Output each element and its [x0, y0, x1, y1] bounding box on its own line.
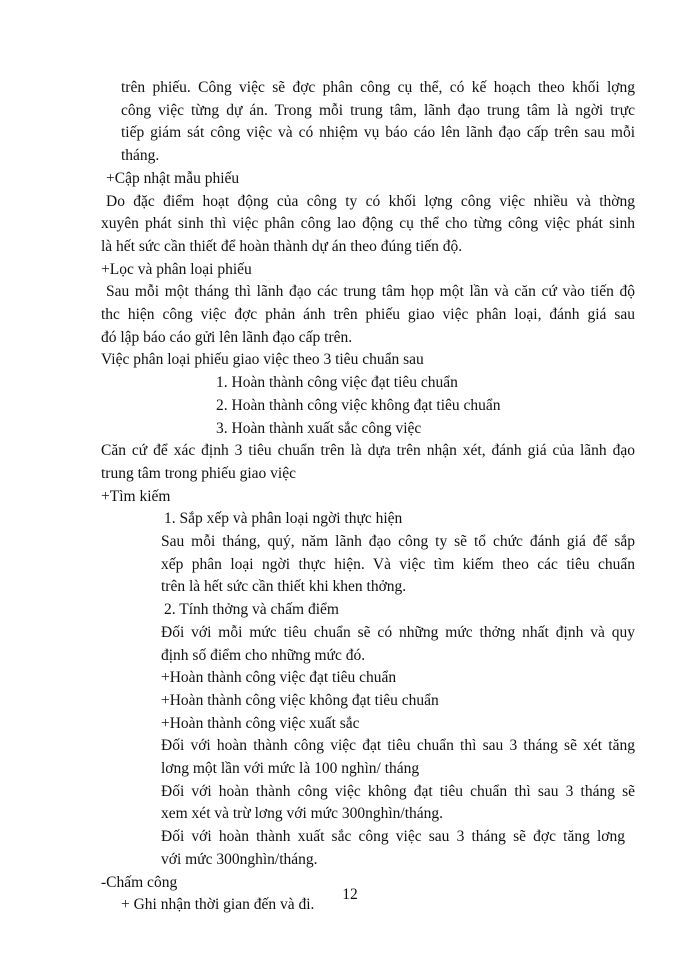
section-heading: +Tìm kiếm: [101, 487, 171, 505]
text-line: tháng.: [121, 147, 160, 165]
list-item: 2. Tính thởng và chấm điểm: [164, 601, 339, 619]
text-line: tiếp giám sát công việc và có nhiệm vụ báo cáo lên lãnh đạo cấp trên sau mỗi: [121, 124, 635, 142]
text-line: xem xét và trừ lơng với mức 300nghìn/tháng.: [161, 805, 444, 823]
text-line: +Hoàn thành công việc đạt tiêu chuẩn: [161, 669, 397, 687]
text-line: Do đặc điểm hoạt động của công ty có khối lợng công việc nhiều và thờng: [106, 192, 635, 210]
text-line: Đối với hoàn thành xuất sắc công việc sau 3 tháng sẽ đợc tăng lơng: [161, 828, 625, 846]
text-line: Sau mỗi một tháng thì lãnh đạo các trung tâm họp một lần và căn cứ vào tiến độ: [106, 283, 635, 301]
text-line: công việc từng dự án. Trong mỗi trung tâm, lãnh đạo trung tâm là ngời trực: [121, 101, 635, 119]
section-heading: -Chấm công: [101, 873, 178, 891]
text-line: trên là hết sức cần thiết khi khen thởng.: [161, 578, 407, 596]
text-line: Đối với hoàn thành công việc đạt tiêu chuẩn thì sau 3 tháng sẽ xét tăng: [161, 737, 635, 755]
text-line: Căn cứ để xác định 3 tiêu chuẩn trên là dựa trên nhận xét, đánh giá của lãnh đạo: [101, 442, 635, 460]
text-line: định số điểm cho những mức đó.: [161, 646, 366, 664]
text-line: trung tâm trong phiếu giao việc: [101, 464, 296, 482]
text-line: Sau mỗi tháng, quý, năm lãnh đạo công ty sẽ tổ chức đánh giá để sắp: [161, 533, 635, 550]
page-number: 12: [342, 886, 358, 903]
text-line: Việc phân loại phiếu giao việc theo 3 tiêu chuẩn sau: [101, 351, 424, 369]
section-heading: +Cập nhật mẫu phiếu: [106, 169, 240, 187]
text-line: Đối với hoàn thành công việc không đạt tiêu chuẩn thì sau 3 tháng sẽ: [161, 782, 635, 800]
text-line: Đối với mỗi mức tiêu chuẩn sẽ có những mức thởng nhất định và quy: [161, 623, 635, 641]
text-line: là hết sức cần thiết để hoàn thành dự án theo đúng tiến độ.: [101, 237, 463, 255]
section-heading: +Lọc và phân loại phiếu: [101, 260, 252, 278]
list-item: 3. Hoàn thành xuất sắc công việc: [216, 419, 422, 437]
text-line: lơng một lần với mức là 100 nghìn/ tháng: [161, 760, 420, 777]
text-line: +Hoàn thành công việc không đạt tiêu chuẩn: [161, 691, 439, 709]
text-line: đó lập báo cáo gửi lên lãnh đạo cấp trên.: [101, 328, 353, 346]
text-line: thc hiện công việc đợc phản ánh trên phiếu giao việc phân loại, đánh giá sau: [101, 306, 635, 323]
text-line: + Ghi nhận thời gian đến và đi.: [121, 896, 315, 914]
text-line: xếp phân loại ngời thực hiện. Và việc tìm kiếm theo các tiêu chuẩn: [161, 555, 635, 573]
list-item: 1. Sắp xếp và phân loại ngời thực hiện: [164, 510, 403, 528]
text-line: +Hoàn thành công việc xuất sắc: [161, 714, 360, 732]
list-item: 1. Hoàn thành công việc đạt tiêu chuẩn: [216, 374, 458, 392]
text-line: với mức 300nghìn/tháng.: [161, 850, 318, 868]
text-line: xuyên phát sinh thì việc phân công lao động cụ thể cho từng công việc phát sinh: [101, 215, 635, 233]
text-line: trên phiếu. Công việc sẽ đợc phân công cụ thể, có kế hoạch theo khối lợng: [121, 79, 635, 96]
list-item: 2. Hoàn thành công việc không đạt tiêu chuẩn: [216, 396, 501, 414]
